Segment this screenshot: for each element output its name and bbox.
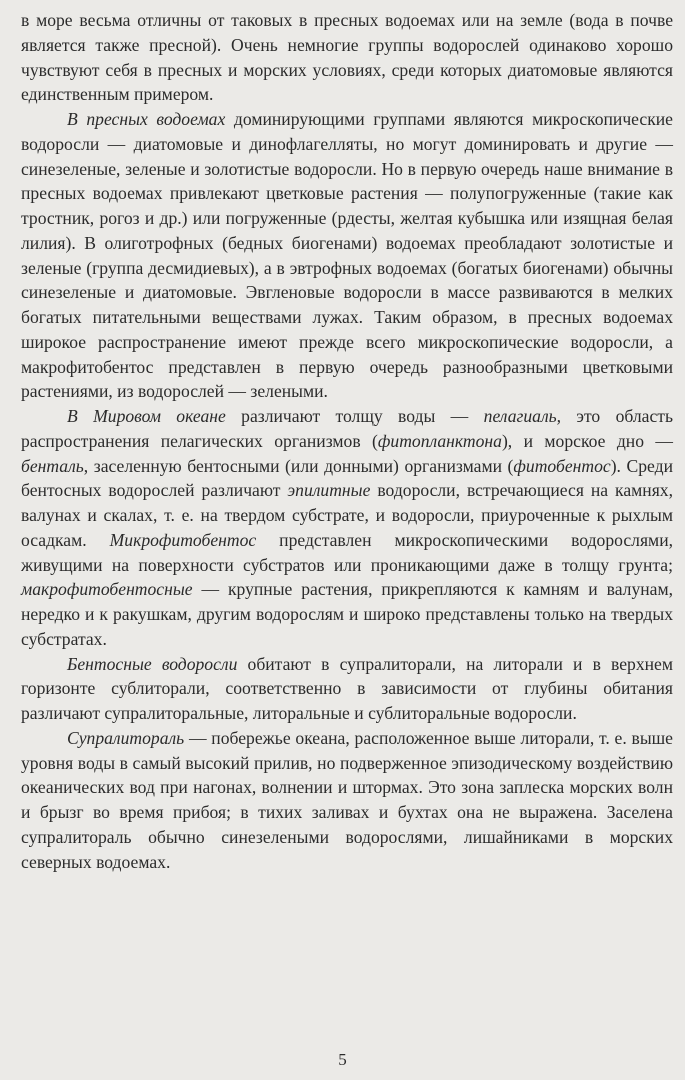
paragraph xyxy=(21,8,673,107)
italic-term: Бентосные водоросли xyxy=(67,653,238,674)
page-number: 5 xyxy=(338,1050,347,1069)
italic-term: Супралитораль xyxy=(67,727,185,748)
page-body-text xyxy=(21,8,673,874)
text-run: представлен микроскопическими водорослями, живущими на поверхности субстратов или проникающими даже в толщу грунта; xyxy=(21,529,674,575)
italic-term: В пресных водоемах xyxy=(67,109,226,129)
paragraph xyxy=(21,726,673,875)
italic-term: фитобентос xyxy=(513,455,611,476)
text-run: водоросли, встречающиеся на камнях, валунах и скалах, т. е. на твердом субстрате, и водоросли, приуроченные к рыхлым осадкам. xyxy=(21,480,673,550)
text-run: доминирующими группами являются микроскопические водоросли — диатомовые и динофлагелляты, но могут доминировать и другие — синезеленые, зеленые и золотистые водоросли. Но в первую очередь наше внимание в пресных водоемах привлекают цветковые растения — полупогруженные (такие как тростник, рогоз и др.) или погруженные (рдесты, желтая кубышка или изящная белая лилия). В олиготрофных (бедных биогенами) водоемах преобладают золотистые и зеленые (группа десмидиевых), а в эвтрофных водоемах (богатых биогенами) обычны синезеленые и диатомовые. Эвгленовые водоросли в массе развиваются в мелких богатых питательными веществами лужах. Таким образом, в пресных водоемах широкое распространение имеют прежде всего микроскопические водоросли, а макрофитобентос представлен в первую очередь разнообразными цветковыми растениями, из водорослей — зелеными. xyxy=(21,109,673,402)
text-run: обитают в супралиторали, на литорали и в верхнем горизонте сублиторали, соответственно в зависимости от глубины обитания различают супралиторальные, литоральные и сублиторальные водоросли. xyxy=(21,653,674,723)
paragraph xyxy=(21,107,673,404)
text-run: — побережье океана, расположенное выше литорали, т. е. выше уровня воды в самый высокий прилив, но подверженное эпизодическому воздействию океанических вод при нагонах, волнении и штормах. Это зона заплеска морских волн и брызг во время прибоя; в тихих заливах и бухтах она не выражена. Заселена супралитораль обычно синезелеными водорослями, лишайниками в морских северных водоемах. xyxy=(21,727,673,872)
text-run: в море весьма отличны от таковых в пресных водоемах или на земле (вода в почве является также пресной). Очень немногие группы водорослей одинаково хорошо чувствуют себя в пресных и морских условиях, среди которых диатомовые являются единственным примером. xyxy=(21,10,673,105)
italic-term: макрофитобентосные xyxy=(21,579,193,600)
italic-term: Микрофитобентос xyxy=(109,529,257,550)
text-run: различают толщу воды — xyxy=(225,406,484,426)
text-run: , заселенную бентосными (или донными) организмами ( xyxy=(83,455,514,476)
text-run: ). Среди бентосных водорослей различают xyxy=(21,455,673,501)
paragraph xyxy=(21,404,673,652)
text-run: ), и морское дно — xyxy=(501,430,673,451)
italic-term: фитопланктона xyxy=(377,430,502,451)
italic-term: бенталь xyxy=(21,455,84,476)
paragraph xyxy=(21,652,673,726)
italic-term: эпилитные xyxy=(287,480,371,501)
italic-term: В Мировом океане xyxy=(67,406,226,426)
text-run: это область распространения пелагических организмов ( xyxy=(21,406,673,451)
text-run: — крупные растения, прикрепляются к камням и валунам, нередко и к ракушкам, другим водорослям и широко представлены только на твердых субстратах. xyxy=(21,579,673,649)
italic-term: пелагиаль, xyxy=(483,406,562,426)
